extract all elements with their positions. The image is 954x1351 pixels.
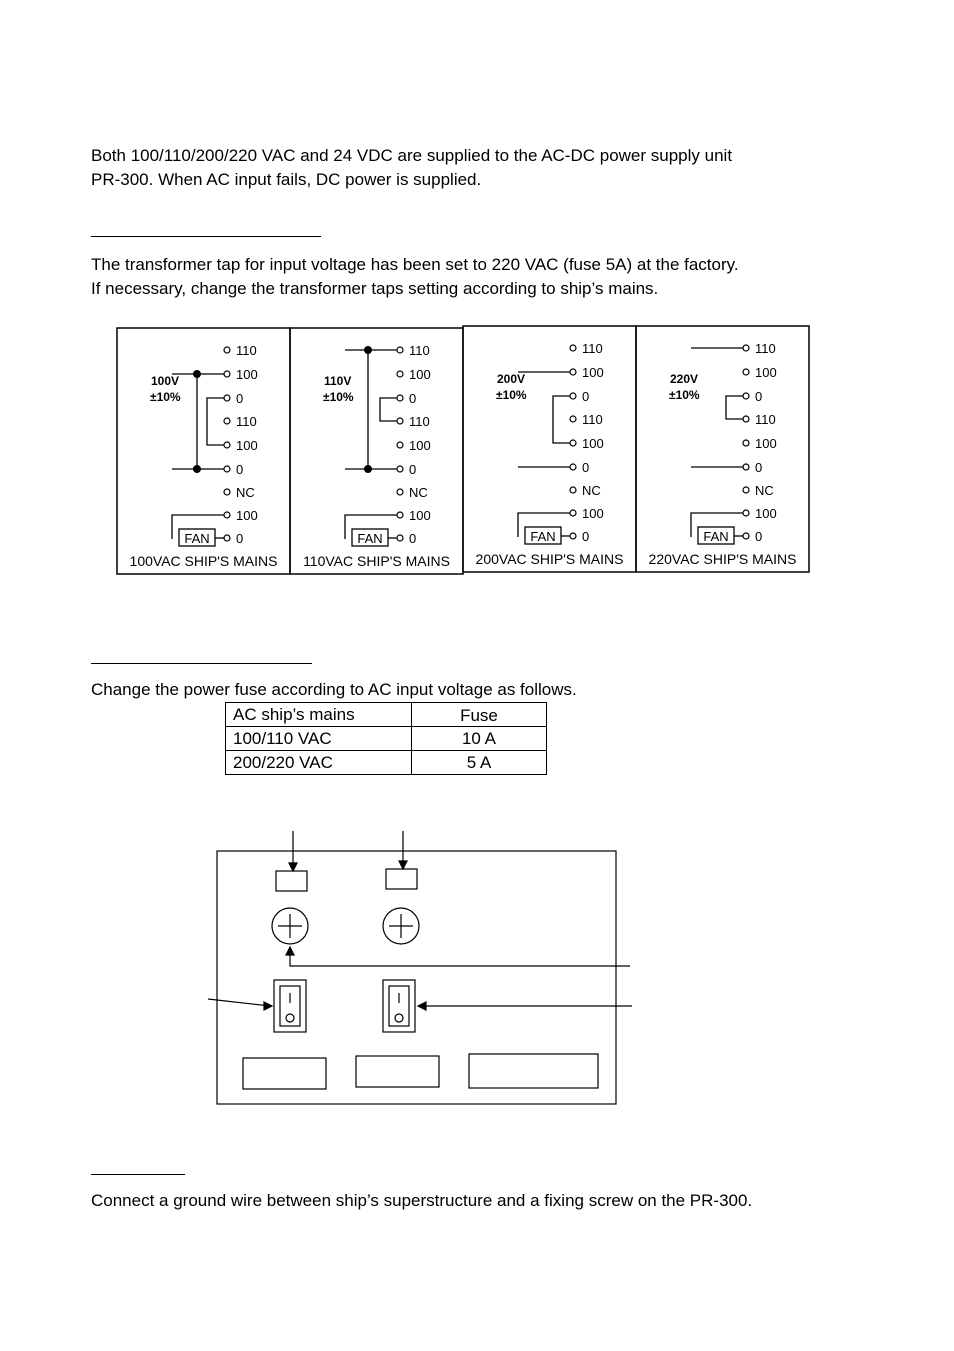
tap-terminal xyxy=(570,533,576,539)
fan-label: FAN xyxy=(703,529,729,544)
section-underline-transformer xyxy=(91,236,321,237)
tolerance-label: ±10% xyxy=(323,390,354,404)
tolerance-label: ±10% xyxy=(496,388,527,402)
tap-terminal xyxy=(570,393,576,399)
tap-label: 100 xyxy=(236,438,258,453)
intro-paragraph xyxy=(91,144,732,192)
intro-line-1: Both 100/110/200/220 VAC and 24 VDC are supplied to the AC-DC power supply unit xyxy=(91,146,733,165)
tap-terminal xyxy=(224,347,230,353)
tap-label: 0 xyxy=(755,529,763,544)
tap-terminal xyxy=(224,371,230,377)
fuse-cell: 200/220 VAC xyxy=(226,751,412,775)
tap-label: 0 xyxy=(755,460,763,475)
connector-3 xyxy=(469,1054,598,1088)
tap-terminal xyxy=(743,440,749,446)
tap-terminal xyxy=(743,416,749,422)
tap-label: NC xyxy=(409,485,428,500)
tap-terminal xyxy=(570,440,576,446)
fuse-holder-left xyxy=(276,871,307,891)
tap-terminal xyxy=(743,369,749,375)
tap-label: 0 xyxy=(236,462,244,477)
tap-panel-2 xyxy=(290,328,463,574)
tap-label: NC xyxy=(755,483,774,498)
fuse-header-mains: AC ship’s mains xyxy=(226,703,412,727)
tap-label: NC xyxy=(236,485,255,500)
tap-label: 0 xyxy=(582,389,590,404)
tap-label: 100 xyxy=(236,508,258,523)
tap-label: NC xyxy=(582,483,601,498)
tap-label: 0 xyxy=(755,389,763,404)
panel-caption: 110VAC SHIP'S MAINS xyxy=(303,553,450,569)
fuse-cell: 100/110 VAC xyxy=(226,727,412,751)
table-row xyxy=(226,751,547,775)
tap-label: 0 xyxy=(236,531,244,546)
tap-label: 110 xyxy=(755,341,776,356)
tap-label: 110 xyxy=(236,414,257,429)
fan-label: FAN xyxy=(530,529,556,544)
tolerance-label: ±10% xyxy=(669,388,700,402)
tap-label: 100 xyxy=(409,367,431,382)
tap-terminal xyxy=(743,487,749,493)
tap-label: 100 xyxy=(755,506,777,521)
tap-label: 0 xyxy=(409,531,417,546)
fuse-cell: 10 A xyxy=(412,727,547,751)
tap-label: 0 xyxy=(582,460,590,475)
ground-paragraph: Connect a ground wire between ship’s superstructure and a fixing screw on the PR-300. xyxy=(91,1191,753,1210)
tap-terminal xyxy=(224,535,230,541)
tap-label: 110 xyxy=(409,414,430,429)
tap-terminal xyxy=(397,535,403,541)
tap-label: 100 xyxy=(582,506,604,521)
tap-panel-1 xyxy=(117,328,290,574)
tap-panel-4 xyxy=(636,326,809,572)
tap-label: 0 xyxy=(582,529,590,544)
panel-caption: 200VAC SHIP'S MAINS xyxy=(475,551,624,567)
tap-terminal xyxy=(224,466,230,472)
tolerance-label: ±10% xyxy=(150,390,181,404)
tap-terminal xyxy=(397,442,403,448)
power-switch-left xyxy=(274,980,306,1032)
tap-terminal xyxy=(397,418,403,424)
screw-terminal-left xyxy=(272,908,308,944)
tap-terminal xyxy=(224,512,230,518)
transformer-line-1: The transformer tap for input voltage has been set to 220 VAC (fuse 5A) at the factory. xyxy=(91,255,739,274)
tap-terminal xyxy=(743,533,749,539)
tap-terminal xyxy=(570,487,576,493)
tap-label: 0 xyxy=(409,462,417,477)
screw-terminal-right xyxy=(383,908,419,944)
tap-label: 100 xyxy=(755,436,777,451)
tap-terminal xyxy=(224,489,230,495)
section-underline-ground xyxy=(91,1174,185,1175)
tap-label: 110 xyxy=(236,343,257,358)
tap-label: 100 xyxy=(582,365,604,380)
tap-label: 100 xyxy=(755,365,777,380)
tap-label: 100 xyxy=(409,508,431,523)
tap-label: 100 xyxy=(409,438,431,453)
fuse-header-fuse: Fuse xyxy=(412,703,547,727)
fuse-table xyxy=(225,702,547,775)
table-row xyxy=(226,727,547,751)
tap-terminal xyxy=(397,371,403,377)
voltage-label: 200V xyxy=(497,372,526,386)
tap-terminal xyxy=(570,416,576,422)
tap-label: 100 xyxy=(582,436,604,451)
tap-terminal xyxy=(743,345,749,351)
tap-label: 110 xyxy=(755,412,776,427)
tap-terminal xyxy=(743,464,749,470)
tap-label: 0 xyxy=(409,391,417,406)
panel-caption: 220VAC SHIP'S MAINS xyxy=(648,551,797,567)
fuse-intro: Change the power fuse according to AC input voltage as follows. xyxy=(91,680,577,699)
tap-terminal xyxy=(224,418,230,424)
tap-label: 100 xyxy=(236,367,258,382)
connector-2 xyxy=(356,1056,439,1087)
tap-terminal xyxy=(397,512,403,518)
transformer-paragraph xyxy=(91,253,739,301)
section-underline-fuse xyxy=(91,663,312,664)
tap-terminal xyxy=(570,464,576,470)
tap-terminal xyxy=(397,489,403,495)
power-switch-right xyxy=(383,980,415,1032)
tap-label: 110 xyxy=(582,341,603,356)
tap-terminal xyxy=(743,510,749,516)
tap-label: 0 xyxy=(236,391,244,406)
tap-terminal xyxy=(570,369,576,375)
fan-label: FAN xyxy=(184,531,210,546)
tap-label: 110 xyxy=(409,343,430,358)
fan-label: FAN xyxy=(357,531,383,546)
fuse-cell: 5 A xyxy=(412,751,547,775)
transformer-line-2: If necessary, change the transformer taps setting according to ship’s mains. xyxy=(91,279,659,298)
tap-terminal xyxy=(570,510,576,516)
table-row xyxy=(226,703,547,727)
intro-line-2: PR-300. When AC input fails, DC power is supplied. xyxy=(91,170,482,189)
tap-terminal xyxy=(224,442,230,448)
voltage-label: 220V xyxy=(670,372,699,386)
transformer-tap-diagram xyxy=(110,318,820,582)
tap-terminal xyxy=(224,395,230,401)
front-panel-diagram xyxy=(200,825,640,1110)
voltage-label: 110V xyxy=(324,374,352,388)
tap-terminal xyxy=(397,347,403,353)
tap-terminal xyxy=(570,345,576,351)
tap-terminal xyxy=(743,393,749,399)
tap-panel-3 xyxy=(463,326,636,572)
connector-1 xyxy=(243,1058,326,1089)
panel-caption: 100VAC SHIP'S MAINS xyxy=(129,553,278,569)
fuse-holder-right xyxy=(386,869,417,889)
tap-label: 110 xyxy=(582,412,603,427)
tap-terminal xyxy=(397,466,403,472)
voltage-label: 100V xyxy=(151,374,180,388)
tap-terminal xyxy=(397,395,403,401)
